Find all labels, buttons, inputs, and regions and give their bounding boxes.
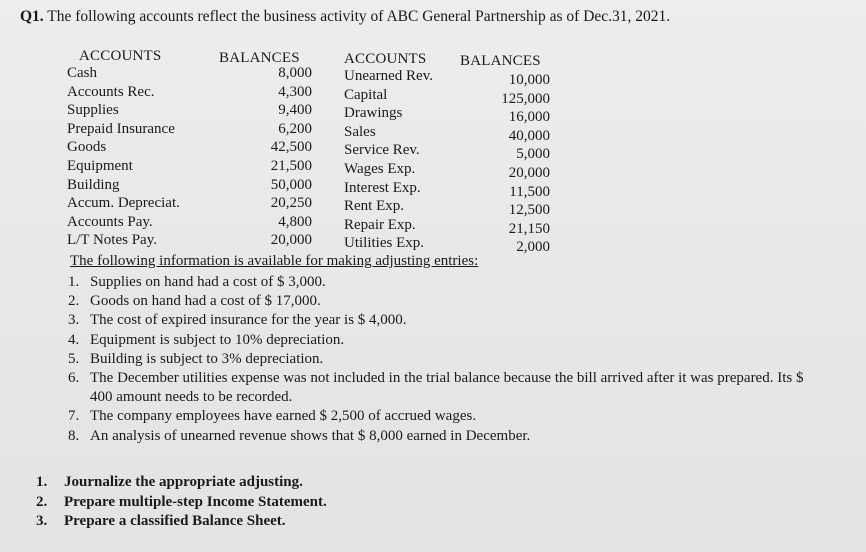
account-name: Sales xyxy=(344,123,376,140)
question-line xyxy=(20,8,670,26)
account-name: Drawings xyxy=(344,105,403,122)
item-number: 2. xyxy=(68,293,80,310)
list-item xyxy=(68,350,828,369)
balance-value: 125,000 xyxy=(501,90,550,107)
account-name: Unearned Rev. xyxy=(344,68,433,84)
account-name: L/T Notes Pay. xyxy=(67,232,157,249)
balance-value: 4,800 xyxy=(278,213,312,230)
account-name: Utilities Exp. xyxy=(344,235,424,252)
item-number: 4. xyxy=(68,331,80,348)
account-name: Cash xyxy=(67,65,97,81)
balance-value: 20,250 xyxy=(270,195,312,212)
task-number: 2. xyxy=(36,493,48,510)
header-balances-left: BALANCES xyxy=(219,50,300,66)
account-name: Prepaid Insurance xyxy=(67,120,175,137)
task-item xyxy=(36,493,327,513)
left-accounts-column xyxy=(67,64,217,250)
header-balances-right: BALANCES xyxy=(460,53,541,69)
balance-value: 2,000 xyxy=(516,239,550,256)
balance-value: 50,000 xyxy=(270,176,312,193)
balance-value: 5,000 xyxy=(516,146,550,163)
list-item xyxy=(68,407,828,426)
balance-value: 16,000 xyxy=(508,109,550,126)
account-name: Wages Exp. xyxy=(344,160,416,177)
item-number: 7. xyxy=(68,408,80,425)
question-text: The following accounts reflect the business activity of ABC General Partnership as of Dec.31, 2021. xyxy=(47,8,671,25)
question-label: Q1. xyxy=(20,8,44,25)
tasks-list xyxy=(36,473,327,532)
list-item xyxy=(68,369,828,407)
list-item xyxy=(68,427,828,446)
account-name: Interest Exp. xyxy=(344,179,421,196)
item-text: Building is subject to 3% depreciation. xyxy=(90,350,324,367)
adjustments-list xyxy=(68,273,828,446)
balance-value: 20,000 xyxy=(508,164,550,181)
account-name: Repair Exp. xyxy=(344,216,416,233)
item-number: 8. xyxy=(68,427,80,444)
account-name: Goods xyxy=(67,139,107,156)
account-name: Accounts Rec. xyxy=(67,83,155,100)
item-number: 1. xyxy=(68,274,80,290)
list-item xyxy=(68,292,828,311)
left-balances-column xyxy=(230,64,312,250)
balance-value: 8,000 xyxy=(278,65,312,81)
balance-value: 21,150 xyxy=(508,220,550,237)
right-balances-column xyxy=(470,71,550,257)
account-name: Building xyxy=(67,176,120,193)
list-item xyxy=(68,331,828,350)
balance-value: 20,000 xyxy=(270,232,312,249)
balance-value: 12,500 xyxy=(508,202,550,219)
account-name: Capital xyxy=(344,86,388,103)
balance-value: 6,200 xyxy=(278,120,312,137)
account-name: Supplies xyxy=(67,102,119,119)
account-name: Accounts Pay. xyxy=(67,213,153,230)
list-item xyxy=(68,311,828,330)
item-number: 5. xyxy=(68,350,80,367)
task-text: Prepare multiple-step Income Statement. xyxy=(64,493,327,510)
header-accounts-left: ACCOUNTS xyxy=(79,48,162,64)
balance-value: 42,500 xyxy=(270,139,312,156)
account-name: Rent Exp. xyxy=(344,198,404,215)
task-number: 3. xyxy=(36,513,48,530)
item-text: The company employees have earned $ 2,500 of accrued wages. xyxy=(90,408,477,425)
item-number: 6. xyxy=(68,370,80,387)
adjustments-intro: The following information is available for making adjusting entries: xyxy=(70,253,479,269)
item-text: The cost of expired insurance for the year is $ 4,000. xyxy=(90,312,407,329)
item-number: 3. xyxy=(68,312,80,329)
balance-value: 40,000 xyxy=(508,127,550,144)
task-item xyxy=(36,473,327,493)
account-name: Service Rev. xyxy=(344,142,420,159)
account-name: Equipment xyxy=(67,157,133,174)
item-text: Goods on hand had a cost of $ 17,000. xyxy=(90,293,321,310)
task-number: 1. xyxy=(36,474,48,490)
list-item xyxy=(68,273,828,292)
item-text: An analysis of unearned revenue shows that $ 8,000 earned in December. xyxy=(90,427,531,444)
item-text: Equipment is subject to 10% depreciation. xyxy=(90,331,345,348)
header-accounts-right: ACCOUNTS xyxy=(344,51,427,67)
account-name: Accum. Depreciat. xyxy=(67,195,180,212)
task-text: Journalize the appropriate adjusting. xyxy=(64,474,303,490)
balance-value: 9,400 xyxy=(278,102,312,119)
item-text: The December utilities expense was not included in the trial balance because the bill arrived after it was prepared. Its $ 400 amount needs to be recorded. xyxy=(90,370,804,406)
item-text: Supplies on hand had a cost of $ 3,000. xyxy=(90,274,326,290)
balance-value: 11,500 xyxy=(509,183,550,200)
balance-value: 4,300 xyxy=(278,83,312,100)
task-item xyxy=(36,512,327,532)
task-text: Prepare a classified Balance Sheet. xyxy=(64,513,286,530)
balance-value: 10,000 xyxy=(508,72,550,88)
balance-value: 21,500 xyxy=(270,157,312,174)
right-accounts-column xyxy=(344,67,464,253)
